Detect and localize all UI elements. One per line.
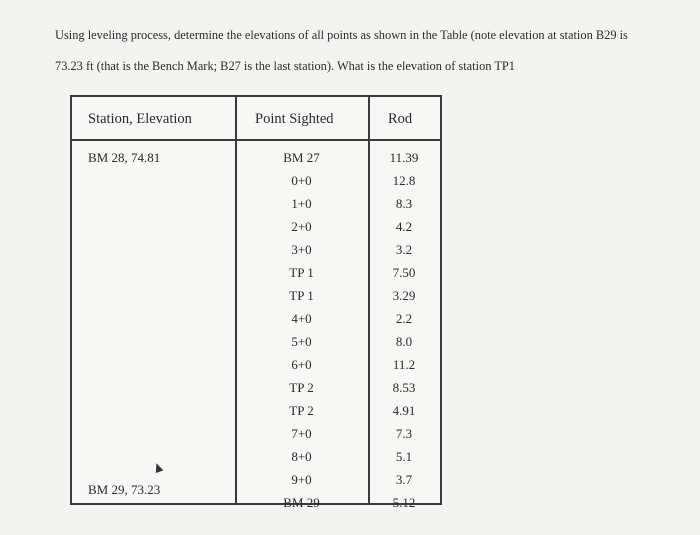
point-sighted-column	[235, 97, 370, 510]
rod-list	[368, 146, 440, 514]
rod-cell: 8.3	[395, 196, 413, 211]
point-cell: 2+0	[291, 219, 312, 234]
point-cell: 1+0	[291, 196, 312, 211]
question-line-1: Using leveling process, determine the elevations of all points as shown in the Table (note elevation at station B29 is	[55, 28, 628, 42]
rod-cell: 5.12	[392, 495, 416, 510]
point-sighted-header: Point Sighted	[255, 111, 334, 127]
point-sighted-list	[235, 146, 368, 514]
rod-cell: 11.2	[392, 357, 416, 372]
point-cell: BM 27	[283, 150, 320, 165]
rod-cell: 3.2	[395, 242, 413, 257]
rod-cell: 4.2	[395, 219, 413, 234]
station-first: BM 28, 74.81	[88, 150, 161, 165]
point-cell: 4+0	[291, 311, 312, 326]
point-cell: 9+0	[291, 472, 312, 487]
point-cell: 0+0	[291, 173, 312, 188]
rod-cell: 3.29	[392, 288, 416, 303]
question-text	[55, 20, 695, 82]
station-column	[72, 97, 237, 503]
rod-cell: 7.50	[392, 265, 416, 280]
rod-cell: 5.1	[395, 449, 413, 464]
station-last: BM 29, 73.23	[88, 482, 161, 497]
rod-cell: 8.0	[395, 334, 413, 349]
mouse-cursor-icon	[153, 462, 164, 473]
point-cell: TP 2	[289, 380, 314, 395]
rod-cell: 7.3	[395, 426, 413, 441]
rod-cell: 3.7	[395, 472, 413, 487]
rod-cell: 2.2	[395, 311, 413, 326]
point-cell: 5+0	[291, 334, 312, 349]
point-cell: 3+0	[291, 242, 312, 257]
point-cell: BM 29	[283, 495, 320, 510]
rod-cell: 12.8	[392, 173, 416, 188]
point-cell: 8+0	[291, 449, 312, 464]
point-cell: 6+0	[291, 357, 312, 372]
rod-header: Rod	[388, 111, 413, 127]
point-cell: TP 1	[289, 265, 314, 280]
rod-column	[368, 97, 440, 510]
point-cell: TP 2	[289, 403, 314, 418]
point-cell: TP 1	[289, 288, 314, 303]
station-header: Station, Elevation	[88, 111, 192, 127]
rod-cell: 11.39	[389, 150, 419, 165]
question-line-2: 73.23 ft (that is the Bench Mark; B27 is the last station). What is the elevation of station TP1	[55, 59, 515, 73]
rod-cell: 8.53	[392, 380, 416, 395]
rod-cell: 4.91	[392, 403, 416, 418]
point-cell: 7+0	[291, 426, 312, 441]
leveling-table	[70, 95, 442, 510]
